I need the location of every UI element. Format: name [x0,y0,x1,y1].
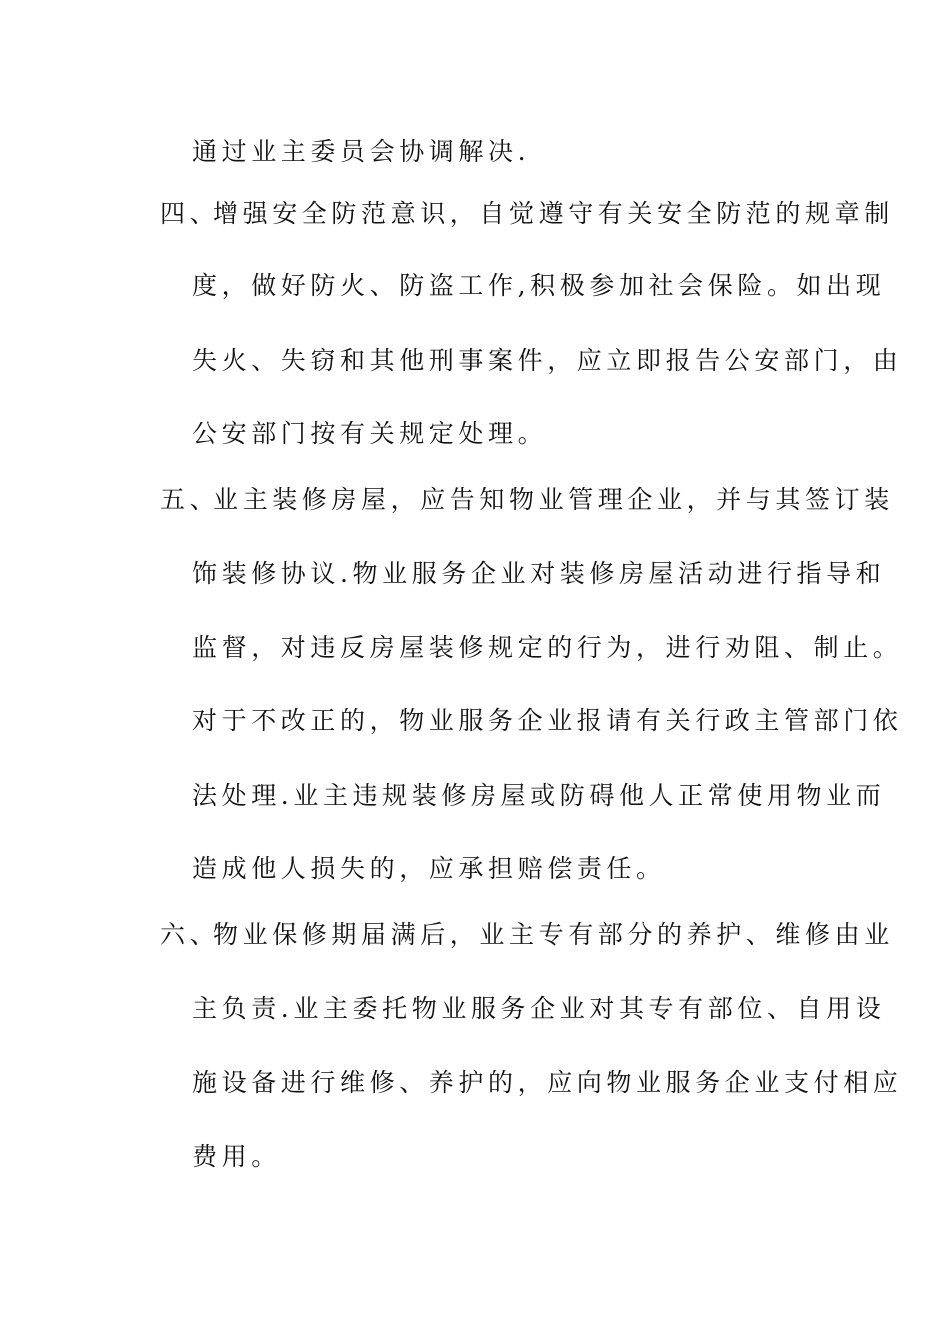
section-marker: 四、 [160,199,220,228]
paragraph-line: 饰装修协议.物业服务企业对装修房屋活动进行指导和 [192,559,886,588]
paragraph-line: 业主装修房屋，应告知物业管理企业，并与其签订装 [213,485,894,514]
paragraph-line: 造成他人损失的，应承担赔偿责任。 [192,854,666,883]
paragraph-line: 度，做好防火、防盗工作,积极参加社会保险。如出现 [192,271,886,300]
paragraph-line: 公安部门按有关规定处理。 [192,419,548,448]
paragraph-line: 物业保修期届满后，业主专有部分的养护、维修由业 [213,920,894,949]
section-marker: 五、 [160,485,220,514]
paragraph-line: 主负责.业主委托物业服务企业对其专有部位、自用设 [192,994,886,1023]
paragraph-line: 通过业主委员会协调解决. [192,137,531,166]
paragraph-line: 增强安全防范意识，自觉遵守有关安全防范的规章制 [213,199,894,228]
paragraph-line: 费用。 [192,1142,281,1171]
paragraph-line: 监督，对违反房屋装修规定的行为，进行劝阻、制止。 [192,633,903,662]
paragraph-line: 对于不改正的，物业服务企业报请有关行政主管部门依 [192,706,903,735]
paragraph-line: 失火、失窃和其他刑事案件，应立即报告公安部门，由 [192,346,903,375]
paragraph-line: 施设备进行维修、养护的，应向物业服务企业支付相应 [192,1068,903,1097]
paragraph-line: 法处理.业主违规装修房屋或防碍他人正常使用物业而 [192,781,886,810]
section-marker: 六、 [160,920,220,949]
